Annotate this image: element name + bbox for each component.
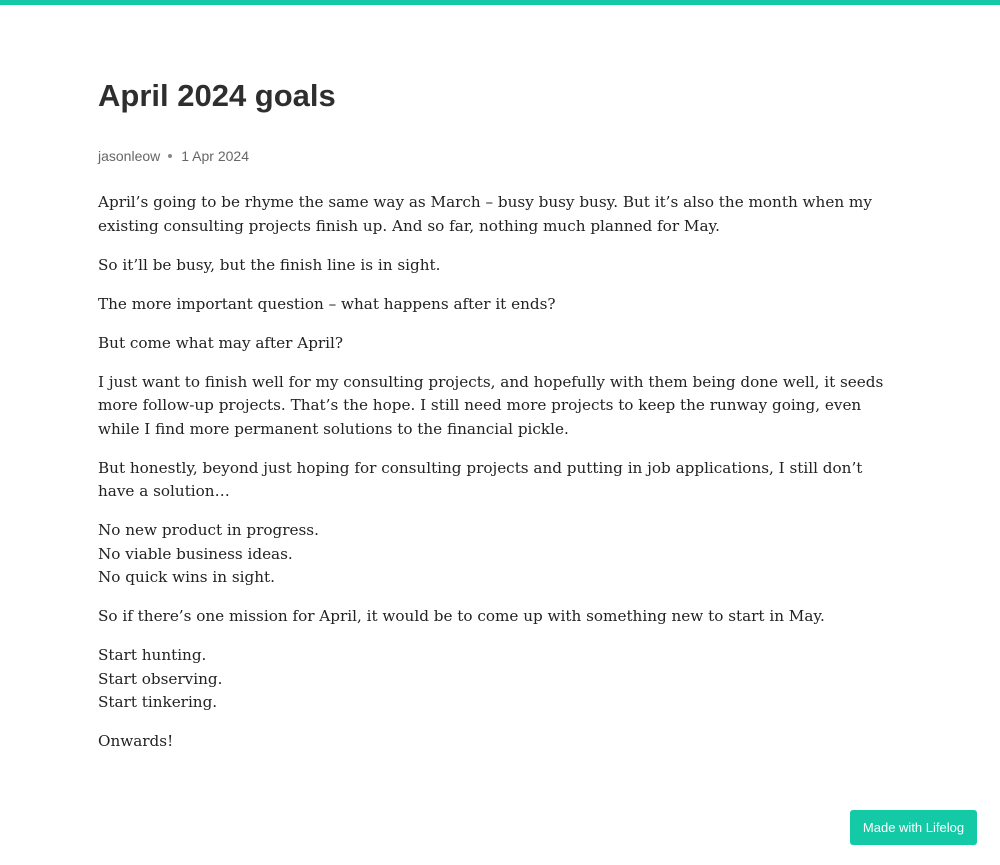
post-paragraph [98,644,898,715]
post-paragraph [98,191,898,238]
paragraph-line: Start tinkering. [98,693,218,711]
post-paragraph [98,371,898,442]
paragraph-line: So it’ll be busy, but the finish line is in sight. [98,255,441,274]
post-title: April 2024 goals [98,78,336,113]
paragraph-line: No new product in progress. [98,521,319,539]
post-paragraph [98,519,898,590]
post-paragraph [98,730,898,754]
post-paragraph [98,293,898,317]
paragraph-line: Onwards! [98,732,174,750]
post-meta [98,147,249,165]
post-date: 1 Apr 2024 [181,148,249,164]
paragraph-line: So if there’s one mission for April, it would be to come up with something new to start in May. [98,607,825,625]
meta-separator-dot [168,154,172,158]
paragraph-line: But come what may after April? [98,333,344,352]
post-paragraph [98,457,898,504]
paragraph-line: But honestly, beyond just hoping for consulting projects and putting in job applications, I still don’t have a solution… [98,458,863,500]
paragraph-line: The more important question – what happens after it ends? [98,294,556,313]
paragraph-line: Start observing. [98,669,223,688]
post-paragraph [98,254,898,278]
paragraph-line: I just want to finish well for my consulting projects, and hopefully with them being done well, it seeds more follow-up projects. That’s the hope. I still need more projects to keep the runway going, even while I find more permanent solutions to the financial pickle. [98,372,884,438]
post-paragraph [98,605,898,629]
post-body [98,191,898,769]
paragraph-line: April’s going to be rhyme the same way as March – busy busy busy. But it’s also the month when my existing consulting projects finish up. And so far, nothing much planned for May. [98,193,872,235]
post-paragraph [98,332,898,356]
paragraph-line: Start hunting. [98,646,207,664]
paragraph-line: No viable business ideas. [98,544,293,563]
paragraph-line: No quick wins in sight. [98,568,275,586]
post-author[interactable]: jasonleow [98,148,161,164]
made-with-lifelog-button[interactable]: Made with Lifelog [850,810,977,845]
top-accent-bar [0,0,1000,5]
